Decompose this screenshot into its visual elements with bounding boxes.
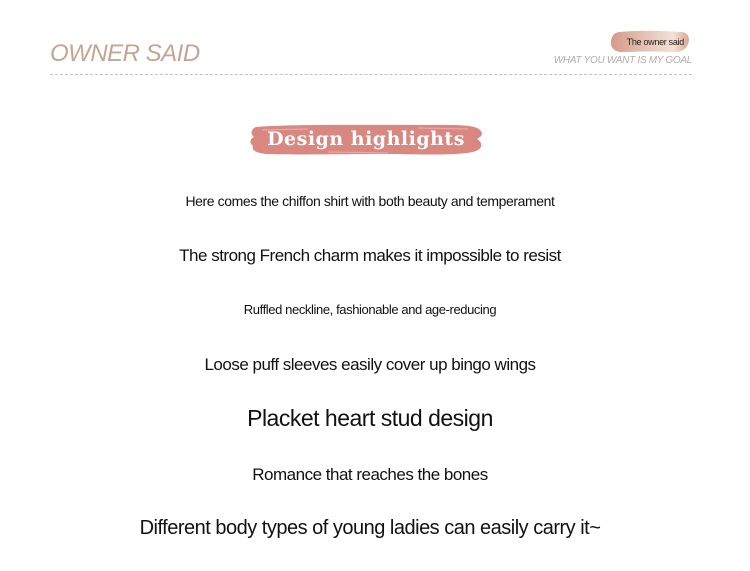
- owner-said-badge: [610, 30, 690, 54]
- section-header: [50, 30, 692, 75]
- badge-label: The owner said: [626, 37, 684, 47]
- text-line-4: Loose puff sleeves easily cover up bingo wings: [204, 355, 536, 374]
- section-subtitle: WHAT YOU WANT IS MY GOAL: [553, 55, 692, 66]
- text-line-2: The strong French charm makes it impossible to resist: [179, 246, 561, 265]
- design-highlights-label: Design highlights: [267, 128, 465, 150]
- text-line-1: Here comes the chiffon shirt with both beauty and temperament: [185, 193, 555, 209]
- text-line-7: Different body types of young ladies can easily carry it~: [139, 517, 601, 539]
- section-title: OWNER SAID: [50, 40, 200, 67]
- text-line-6: Romance that reaches the bones: [252, 465, 488, 484]
- text-line-5: Placket heart stud design: [247, 405, 493, 431]
- text-line-3: Ruffled neckline, fashionable and age-reducing: [243, 302, 497, 317]
- design-highlights-banner: [248, 122, 484, 158]
